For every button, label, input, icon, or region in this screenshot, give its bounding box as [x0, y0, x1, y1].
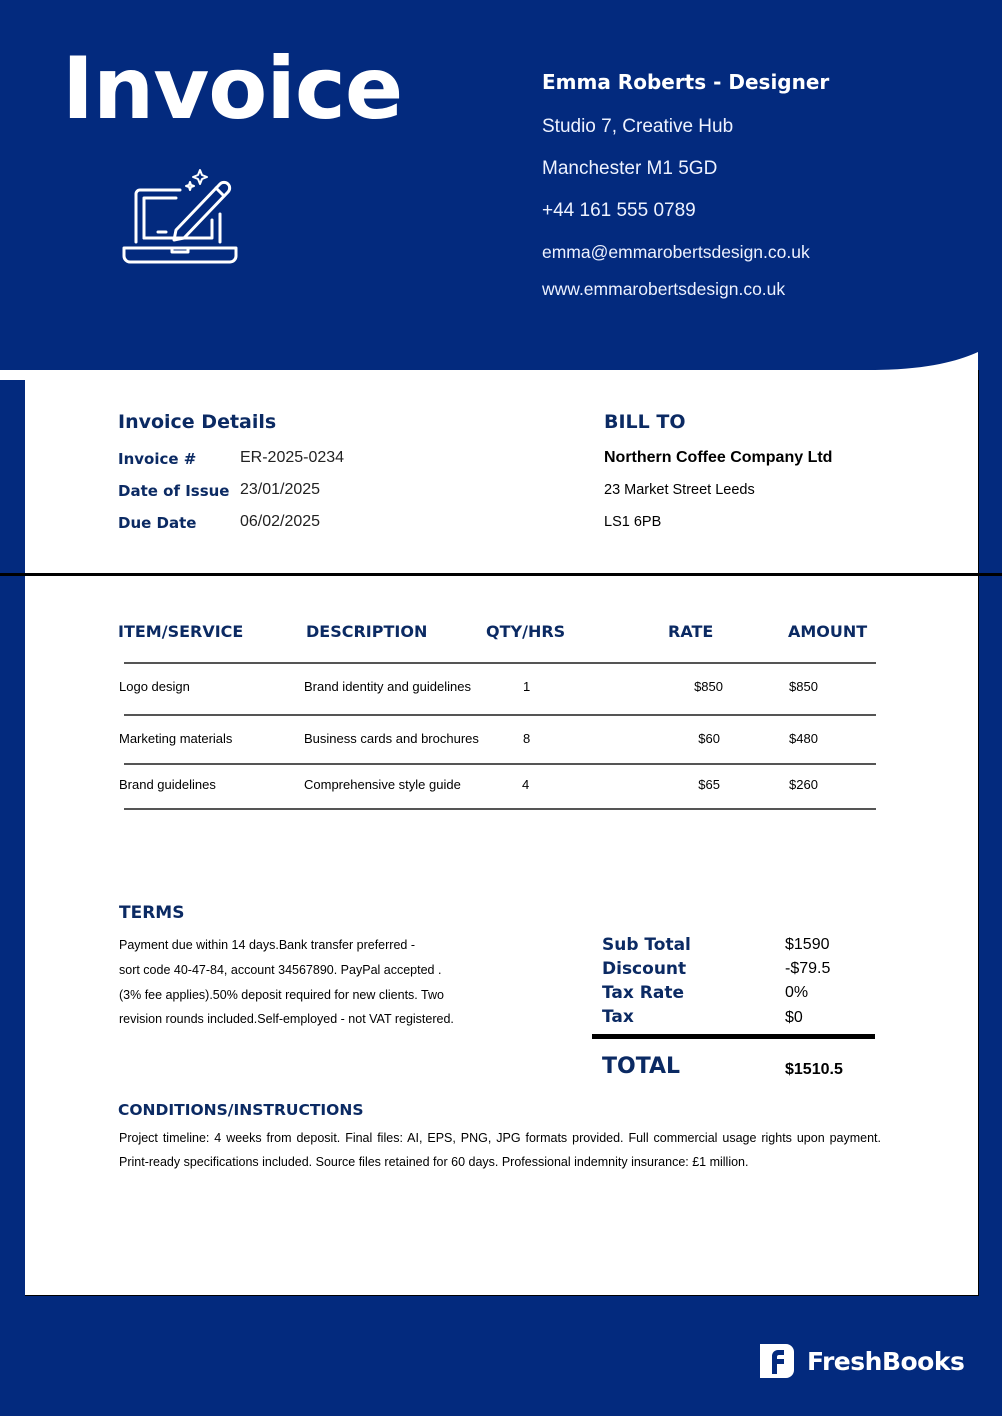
company-phone: +44 161 555 0789 [542, 200, 696, 221]
subtotal-label: Sub Total [602, 935, 691, 955]
subtotal-value: $1590 [785, 936, 830, 953]
table-rule [124, 662, 876, 664]
terms-line: (3% fee applies).50% deposit required for new clients. Two [119, 988, 444, 1002]
row-qty: 8 [523, 731, 531, 746]
total-value: $1510.5 [785, 1061, 843, 1078]
row-item: Marketing materials [119, 731, 233, 746]
freshbooks-logo-icon [756, 1340, 798, 1382]
row-rate: $60 [698, 731, 720, 746]
due-date-value: 06/02/2025 [240, 513, 321, 530]
invoice-title: Invoice [62, 39, 403, 139]
client-address-line2: LS1 6PB [604, 514, 662, 530]
invoice-number-value: ER-2025-0234 [240, 449, 345, 466]
discount-label: Discount [602, 959, 687, 979]
discount-value: -$79.5 [785, 960, 831, 977]
tax-rate-value: 0% [785, 984, 809, 1001]
row-qty: 1 [523, 679, 531, 694]
company-info [542, 70, 829, 316]
totals-rule [592, 1034, 875, 1039]
freshbooks-wordmark: FreshBooks [807, 1346, 965, 1376]
row-description: Brand identity and guidelines [304, 679, 471, 694]
tax-label: Tax [602, 1007, 634, 1027]
issue-date-label: Date of Issue [118, 482, 230, 500]
row-rate: $850 [694, 679, 723, 694]
terms-line: sort code 40-47-84, account 34567890. PayPal accepted . [119, 963, 442, 977]
section-divider [0, 573, 1002, 576]
company-address-line2: Manchester M1 5GD [542, 158, 718, 179]
company-email[interactable]: emma@emmarobertsdesign.co.uk [542, 242, 810, 262]
conditions-heading: CONDITIONS/INSTRUCTIONS [118, 1101, 364, 1119]
client-address-line1: 23 Market Street Leeds [604, 482, 755, 498]
company-name: Emma Roberts - Designer [542, 70, 830, 94]
col-header-description: DESCRIPTION [306, 622, 428, 641]
row-item: Logo design [119, 679, 190, 694]
table-rule [124, 763, 876, 765]
row-item: Brand guidelines [119, 777, 216, 792]
client-name: Northern Coffee Company Ltd [604, 449, 833, 466]
col-header-qty: QTY/HRS [486, 622, 566, 641]
freshbooks-brand[interactable] [756, 1340, 964, 1382]
tax-rate-label: Tax Rate [602, 983, 684, 1003]
invoice-number-label: Invoice # [118, 450, 197, 468]
terms-line: revision rounds included.Self-employed - not VAT registered. [119, 1012, 454, 1026]
invoice-details-heading: Invoice Details [118, 411, 277, 433]
row-amount: $480 [789, 731, 818, 746]
terms-heading: TERMS [119, 903, 185, 923]
row-rate: $65 [698, 777, 720, 792]
row-amount: $260 [789, 777, 818, 792]
due-date-label: Due Date [118, 514, 197, 532]
laptop-pencil-icon [120, 164, 242, 268]
col-header-rate: RATE [668, 622, 714, 641]
row-amount: $850 [789, 679, 818, 694]
company-website[interactable]: www.emmarobertsdesign.co.uk [542, 279, 786, 299]
total-label: TOTAL [602, 1054, 681, 1079]
row-description: Comprehensive style guide [304, 777, 461, 792]
table-rule [124, 714, 876, 716]
col-header-item: ITEM/SERVICE [118, 622, 244, 641]
bill-to-heading: BILL TO [604, 411, 686, 433]
table-rule [124, 808, 876, 810]
conditions-text: Project timeline: 4 weeks from deposit. Final files: AI, EPS, PNG, JPG formats provided. Full commercial usage rights upon payment. Print-ready specifications included. Source files retained for 60 days. Professional indemnity insurance: £1 million. [119, 1131, 881, 1169]
terms-line: Payment due within 14 days.Bank transfer preferred - [119, 938, 415, 952]
row-description: Business cards and brochures [304, 731, 479, 746]
row-qty: 4 [522, 777, 530, 792]
issue-date-value: 23/01/2025 [240, 481, 321, 498]
col-header-amount: AMOUNT [788, 622, 868, 641]
company-address-line1: Studio 7, Creative Hub [542, 116, 734, 137]
tax-value: $0 [785, 1009, 803, 1026]
